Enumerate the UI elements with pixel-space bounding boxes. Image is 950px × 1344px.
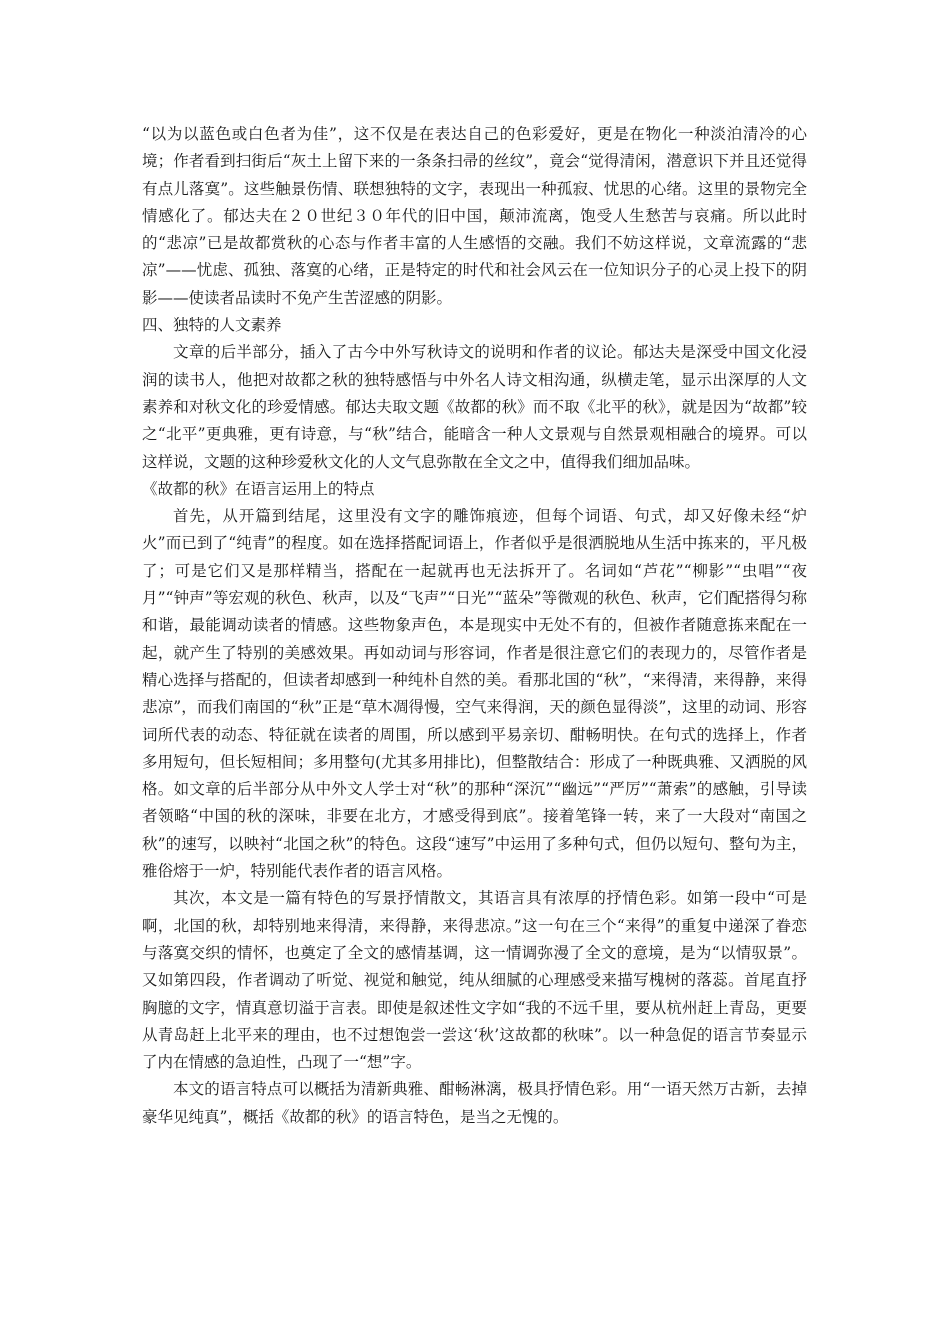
paragraph-language-first: 首先，从开篇到结尾，这里没有文字的雕饰痕迹，但每个词语、句式，却又好像未经“炉火”而已到了“纯青”的程度。如在选择搭配词语上，作者似乎是很洒脱地从生活中拣来的，平凡极了；可是它们又是那样精当，搭配在一起就再也无法拆开了。名词如“芦花”“柳影”“虫唱”“夜月”“钟声”等宏观的秋色、秋声，以及“飞声”“日光”“蓝朵”等微观的秋色、秋声，它们配搭得匀称和谐，最能调动读者的情感。这些物象声色，本是现实中无处不有的，但被作者随意拣来配在一起，就产生了特别的美感效果。再如动词与形容词，作者是很注意它们的表现力的，尽管作者是精心选择与搭配的，但读者却感到一种纯朴自然的美。看那北国的“秋”，“来得清，来得静，来得悲凉”，而我们南国的“秋”正是“草木凋得慢，空气来得润，天的颜色显得淡”，这里的动词、形容词所代表的动态、特征就在读者的周围，所以感到平易亲切、酣畅明快。在句式的选择上，作者多用短句，但长短相间；多用整句(尤其多用排比)，但整散结合：形成了一种既典雅、又洒脱的风格。如文章的后半部分从中外文人学士对“秋”的那种“深沉”“幽远”“严厉”“萧索”的感触，引导读者领略“中国的秋的深味，非要在北方，才感受得到底”。接着笔锋一转，来了一大段对“南国之秋”的速写，以映衬“北国之秋”的特色。这段“速写”中运用了多种句式，但仍以短句、整句为主，雅俗熔于一炉，特别能代表作者的语言风格。 [142,507,807,881]
paragraph-humanities: 文章的后半部分，插入了古今中外写秋诗文的说明和作者的议论。郁达夫是深受中国文化浸润的读书人，他把对故都之秋的独特感悟与中外名人诗文相沟通，纵横走笔，显示出深厚的人文素养和对秋文化的珍爱情感。郁达夫取文题《故都的秋》而不取《北平的秋》，就是因为“故都”较之“北平”更典雅，更有诗意，与“秋”结合，能暗含一种人文景观与自然景观相融合的境界。可以这样说，文题的这种珍爱秋文化的人文气息弥散在全文之中，值得我们细加品味。 [142,343,807,471]
section-heading-language: 《故都的秋》在语言运用上的特点 [142,479,375,498]
paragraph-color-mood: “以为以蓝色或白色者为佳”，这不仅是在表达自己的色彩爱好，更是在物化一种淡泊清冷的心境；作者看到扫街后“灰土上留下来的一条条扫帚的丝纹”，竟会“觉得清闲，潜意识下并且还觉得有点儿落寞”。这些触景伤情、联想独特的文字，表现出一种孤寂、忧思的心绪。这里的景物完全情感化了。郁达夫在２０世纪３０年代的旧中国，颠沛流离，饱受人生愁苦与哀痛。所以此时的“悲凉”已是故都赏秋的心态与作者丰富的人生感悟的交融。我们不妨这样说，文章流露的“悲凉”——忧虑、孤独、落寞的心绪，正是特定的时代和社会风云在一位知识分子的心灵上投下的阴影——使读者品读时不免产生苦涩感的阴影。 [142,125,807,307]
document-page [142,121,807,1131]
section-heading-humanities: 四、独特的人文素养 [142,316,282,335]
paragraph-summary: 本文的语言特点可以概括为清新典雅、酣畅淋漓，极具抒情色彩。用“一语天然万古新，去掉豪华见纯真”，概括《故都的秋》的语言特色，是当之无愧的。 [142,1080,807,1126]
paragraph-language-second: 其次，本文是一篇有特色的写景抒情散文，其语言具有浓厚的抒情色彩。如第一段中“可是啊，北国的秋，却特别地来得清，来得静，来得悲凉。”这一句在三个“来得”的重复中递深了眷恋与落寞交织的情怀，也奠定了全文的感情基调，这一情调弥漫了全文的意境，是为“以情驭景”。又如第四段，作者调动了听觉、视觉和触觉，纯从细腻的心理感受来描写槐树的落蕊。首尾直抒胸臆的文字，情真意切溢于言表。即使是叙述性文字如“我的不远千里，要从杭州赶上青岛，更要从青岛赶上北平来的理由，也不过想饱尝一尝这‘秋’这故都的秋味”。以一种急促的语言节奏显示了内在情感的急迫性，凸现了一“想”字。 [142,889,807,1072]
